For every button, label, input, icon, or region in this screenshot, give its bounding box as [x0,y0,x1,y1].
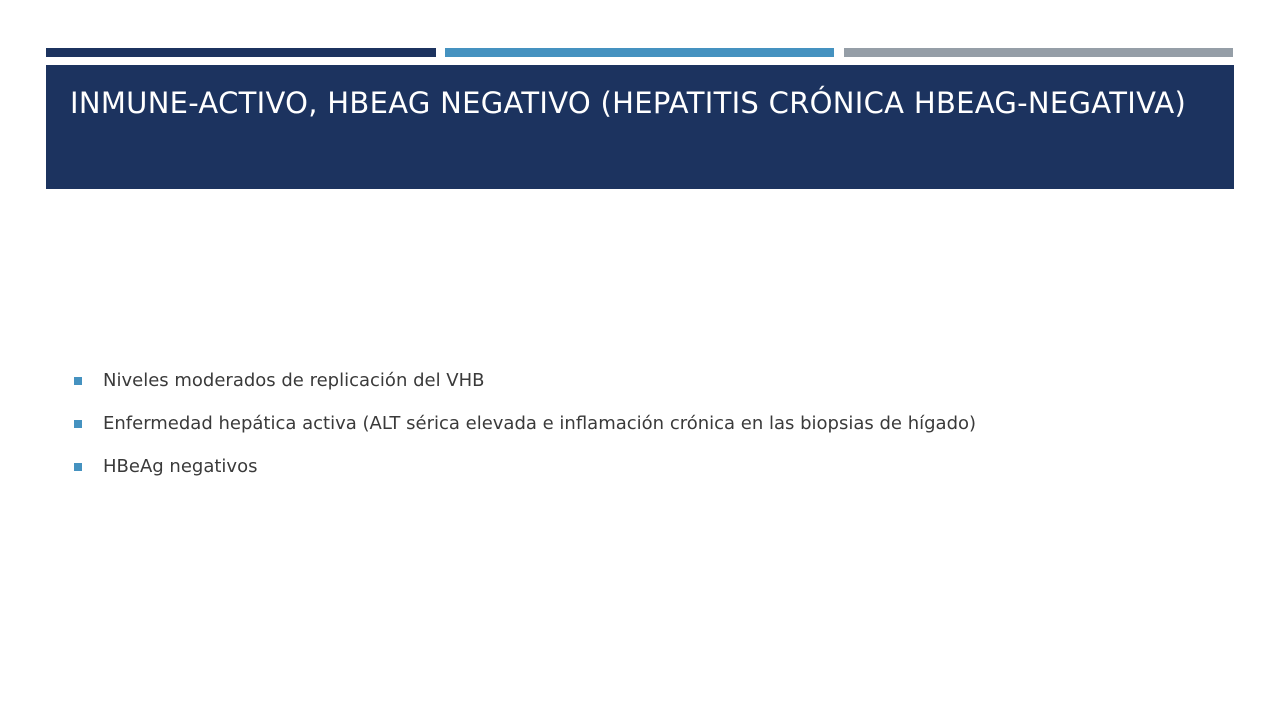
bullet-item [74,452,1224,495]
accent-bar-blue [445,48,834,57]
square-bullet-icon [74,420,82,428]
title-band [46,65,1234,189]
bullet-text: Enfermedad hepática activa (ALT sérica elevada e inflamación crónica en las biopsias de hígado) [103,413,977,434]
bullet-text: HBeAg negativos [103,456,258,477]
accent-bar-gray [844,48,1233,57]
slide-title: INMUNE-ACTIVO, HBEAG NEGATIVO (HEPATITIS CRÓNICA HBEAG-NEGATIVA) [70,86,1187,120]
bullet-text: Niveles moderados de replicación del VHB [103,370,485,391]
bullet-list [74,366,1224,495]
accent-bar-dark [46,48,436,57]
bullet-item [74,409,1224,452]
square-bullet-icon [74,377,82,385]
square-bullet-icon [74,463,82,471]
bullet-item [74,366,1224,409]
